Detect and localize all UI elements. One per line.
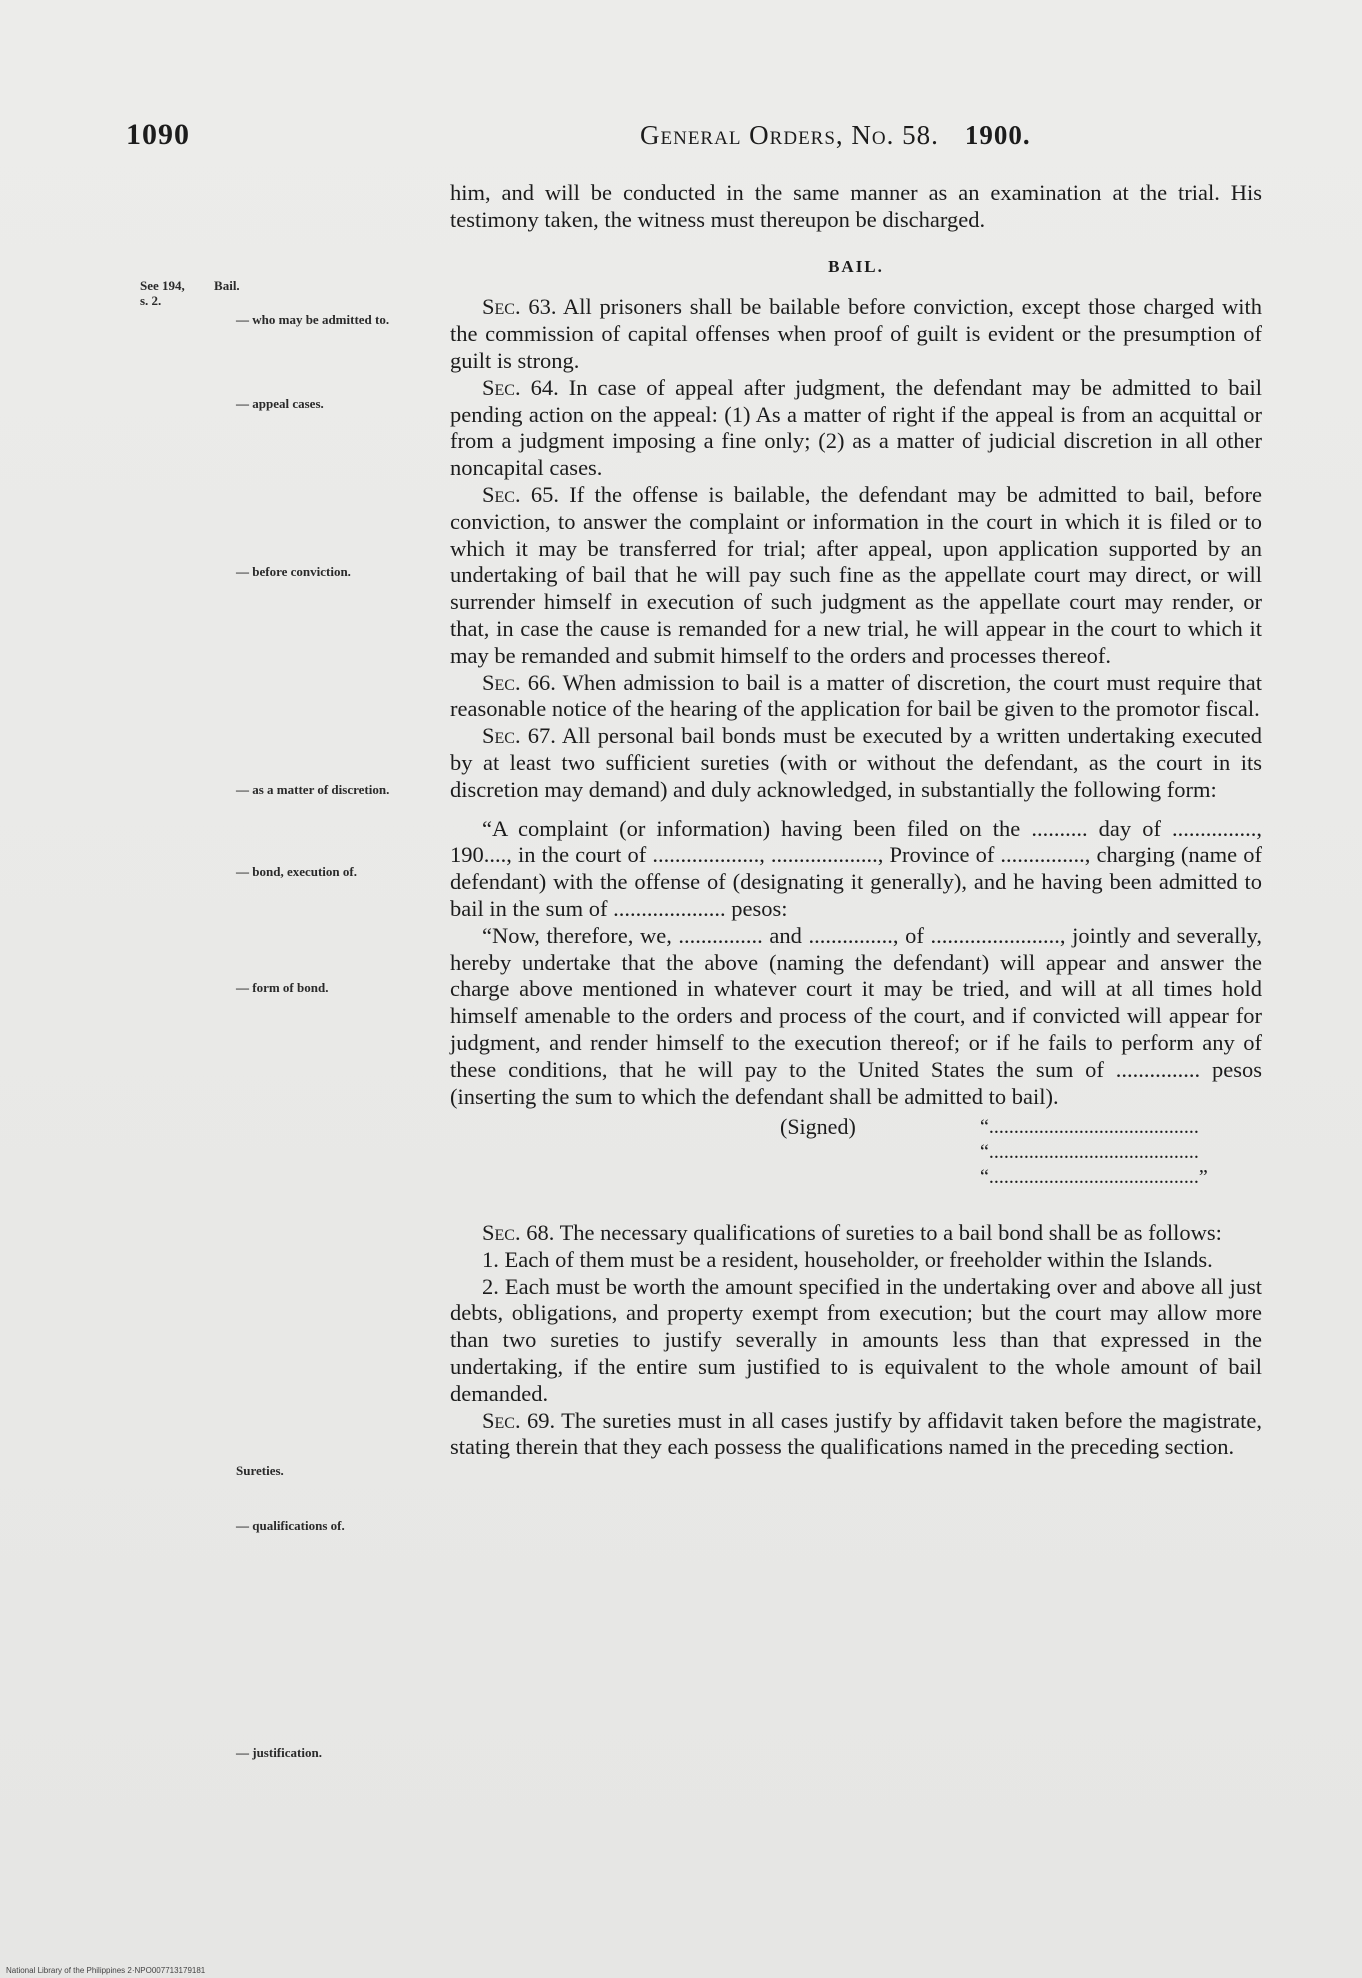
section-66: Sec. 66. When admission to bail is a matter of discretion, the court must require that reasonable notice of the hearing of the application for bail be given to the promotor fiscal. bbox=[450, 669, 1262, 722]
margin-note-before-conviction: — before conviction. bbox=[236, 564, 351, 579]
running-head bbox=[640, 120, 1031, 151]
bond-form bbox=[450, 816, 1262, 1191]
continuation-paragraph: him, and will be conducted in the same manner as an examination at the trial. His testimony taken, the witness must thereupon be discharged. bbox=[450, 180, 1262, 232]
page-number: 1090 bbox=[126, 118, 190, 151]
signature-line: “.......................................... bbox=[980, 1116, 1199, 1139]
margin-note-sureties: Sureties. bbox=[236, 1463, 284, 1478]
margin-note-who-may: — who may be admitted to. bbox=[236, 312, 390, 327]
running-head-title: General Orders, No. 58. bbox=[640, 120, 939, 150]
margin-note-discretion: — as a matter of discretion. bbox=[236, 782, 390, 797]
margin-note-bail: Bail. bbox=[214, 278, 240, 293]
margin-note-bond-execution: — bond, execution of. bbox=[236, 864, 357, 879]
margin-note-see-ref: See 194, Bail. bbox=[140, 278, 240, 293]
body-text bbox=[450, 180, 1262, 1461]
bond-form-paragraph-1: “A complaint (or information) having been filed on the .......... day of ..............., 190...., in the court of ..................., ..................., Province of ..............., charging (name of defendant) with the offense of (designating it generally), and he having been admitted to bail in the sum of .................... pesos: bbox=[450, 815, 1262, 921]
signature-lines bbox=[980, 1115, 1262, 1190]
signature-line: “..........................................” bbox=[980, 1166, 1208, 1189]
scan-footer: National Library of the Philippines 2·NPO007713179181 bbox=[6, 1966, 206, 1975]
section-69: Sec. 69. The sureties must in all cases justify by affidavit taken before the magistrate, stating therein that they each possess the qualifications named in the preceding section. bbox=[450, 1407, 1263, 1460]
margin-note-appeal: — appeal cases. bbox=[236, 396, 324, 411]
section-heading: BAIL. bbox=[828, 256, 884, 276]
section-67: Sec. 67. All personal bail bonds must be executed by a written undertaking executed by at least two sufficient sureties (with or without the defendant, as the court in its discretion may demand) and duly acknowledged, in substantially the following form: bbox=[450, 723, 1262, 802]
signed-label: (Signed) bbox=[780, 1114, 856, 1140]
margin-note-justification: — justification. bbox=[236, 1745, 322, 1760]
section-64: Sec. 64. In case of appeal after judgment, the defendant may be admitted to bail pending action on the appeal: (1) As a matter of right if the appeal is from an acquittal or from a judgment imposing a fine only; (2) as a matter of judicial discretion in all other noncapital cases. bbox=[450, 374, 1263, 481]
bond-form-paragraph-2: “Now, therefore, we, ............... and ..............., of ......................., jointly and severally, hereby undertake that the above (naming the defendant) will appear and answer the charge above mentioned in whatever court it may be tried, and will at all times hold himself amenable to the orders and process of the court, and if convicted will appear for judgment, and render himself to the execution thereof; or if he fails to perform any of these conditions, that he will pay to the United States the sum of ............... pesos (inserting the sum to which the defendant shall be admitted to bail). bbox=[450, 922, 1262, 1109]
section-63: Sec. 63. All prisoners shall be bailable before conviction, except those charged with the commission of capital offenses when proof of guilt is evident or the presumption of guilt is strong. bbox=[450, 294, 1262, 373]
margin-note-see-ref-section: s. 2. bbox=[140, 293, 162, 308]
section-68-item-2: 2. Each must be worth the amount specified in the undertaking over and above all just debts, obligations, and property exempt from execution; but the court may allow more than two sureties to justify severally in amounts less than that expressed in the undertaking, if the entire sum justified to is equivalent to the whole amount of bail demanded. bbox=[450, 1273, 1262, 1406]
running-head-year: 1900. bbox=[964, 120, 1031, 150]
margin-note-qualifications: — qualifications of. bbox=[236, 1518, 345, 1533]
margin-note-form-of-bond: — form of bond. bbox=[236, 980, 329, 995]
section-68: Sec. 68. The necessary qualifications of sureties to a bail bond shall be as follows: bbox=[482, 1220, 1222, 1246]
section-68-item-1: 1. Each of them must be a resident, householder, or freeholder within the Islands. bbox=[482, 1246, 1213, 1272]
section-65: Sec. 65. If the offense is bailable, the defendant may be admitted to bail, before conviction, to answer the complaint or information in the court in which it is filed or to which it may be transferred for trial; after appeal, upon application supported by an undertaking of bail that he will pay such fine as the appellate court may direct, or will surrender himself in execution of such judgment as the appellate court may render, or that, in case the cause is remanded for a new trial, he will appear in the court to which it may be remanded and submit himself to the orders and processes thereof. bbox=[450, 481, 1262, 668]
signature-line: “.......................................... bbox=[980, 1141, 1199, 1164]
